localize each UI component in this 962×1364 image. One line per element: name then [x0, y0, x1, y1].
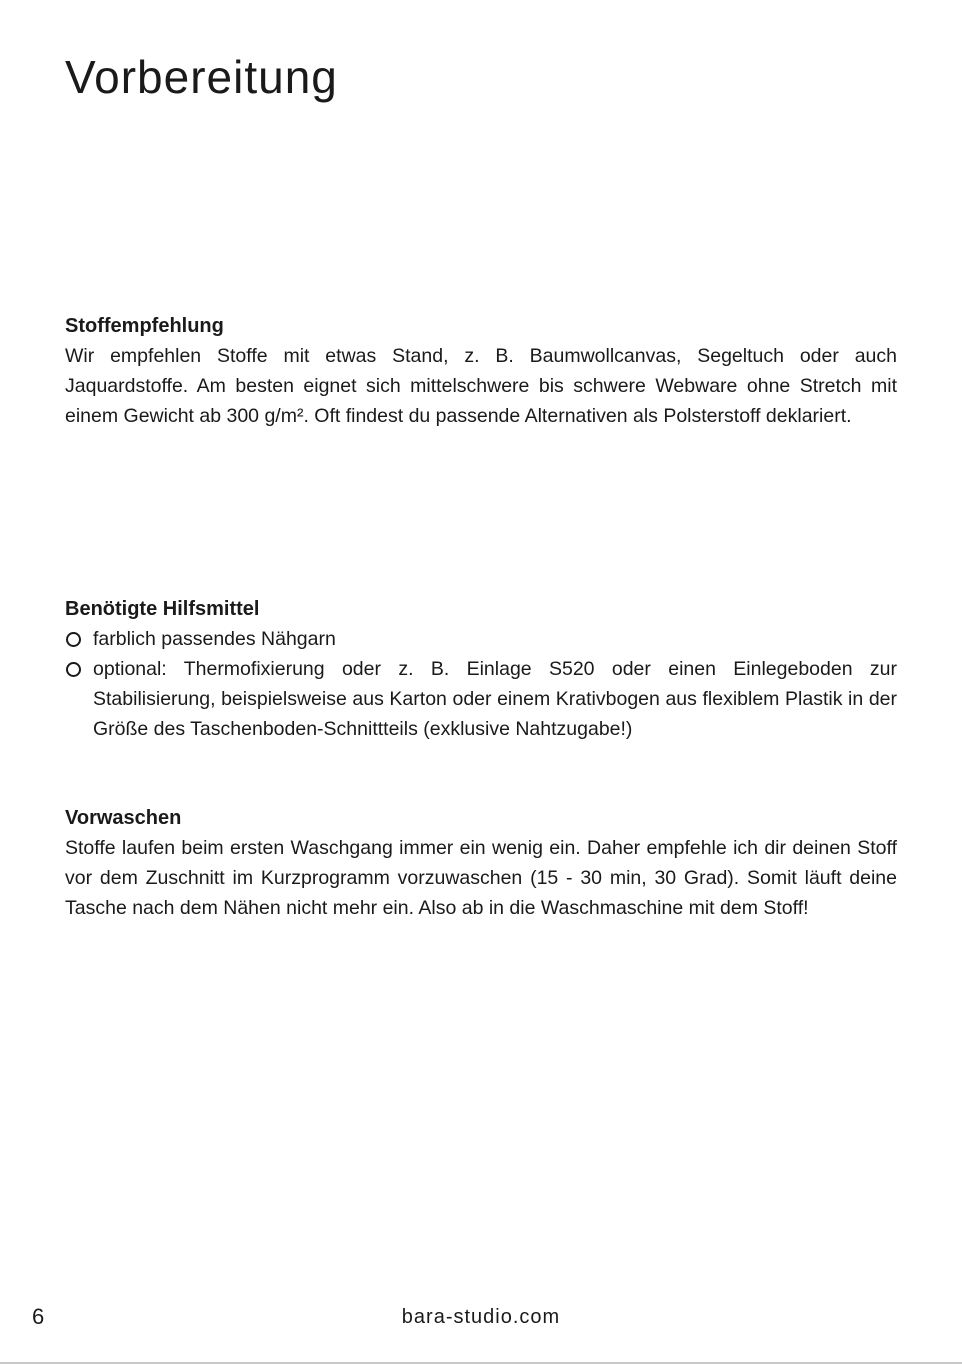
list-item — [65, 654, 897, 744]
required-supplies-section — [65, 594, 897, 744]
section-text: Stoffe laufen beim ersten Waschgang immer ein wenig ein. Daher empfehle ich dir deinen Stoff vor dem Zuschnitt im Kurzprogramm vorzuwaschen (15 - 30 min, 30 Grad). Somit läuft deine Tasche nach dem Nähen nicht mehr ein. Also ab in die Waschmaschine mit dem Stoff! — [65, 837, 897, 919]
section-heading: Benötigte Hilfsmittel — [65, 598, 260, 620]
page-title: Vorbereitung — [65, 51, 338, 103]
list-item — [65, 624, 897, 654]
circle-bullet-icon — [66, 632, 81, 647]
section-heading: Stoffempfehlung — [65, 315, 224, 337]
footer-website: bara-studio.com — [401, 1306, 561, 1328]
circle-bullet-icon — [66, 662, 81, 677]
supplies-list — [65, 624, 897, 744]
page-number: 6 — [32, 1304, 45, 1329]
section-text: Wir empfehlen Stoffe mit etwas Stand, z. B. Baumwollcanvas, Segeltuch oder auch Jaquardstoffe. Am besten eignet sich mittelschwere bis schwere Webware ohne Stretch mit einem Gewicht ab 300 g/m². Oft findest du passende Alternativen als Polsterstoff deklariert. — [65, 345, 897, 427]
list-item-text: farblich passendes Nähgarn — [93, 628, 336, 650]
fabric-recommendation-section — [65, 311, 897, 431]
list-item-text: optional: Thermofixierung oder z. B. Einlage S520 oder einen Einlegeboden zur Stabilisierung, beispielsweise aus Karton oder einem Krativbogen aus flexiblem Plastik in der Größe des Taschenboden-Schnittteils (exklusive Nahtzugabe!) — [93, 658, 897, 740]
section-heading: Vorwaschen — [65, 807, 182, 829]
prewash-section — [65, 803, 897, 923]
